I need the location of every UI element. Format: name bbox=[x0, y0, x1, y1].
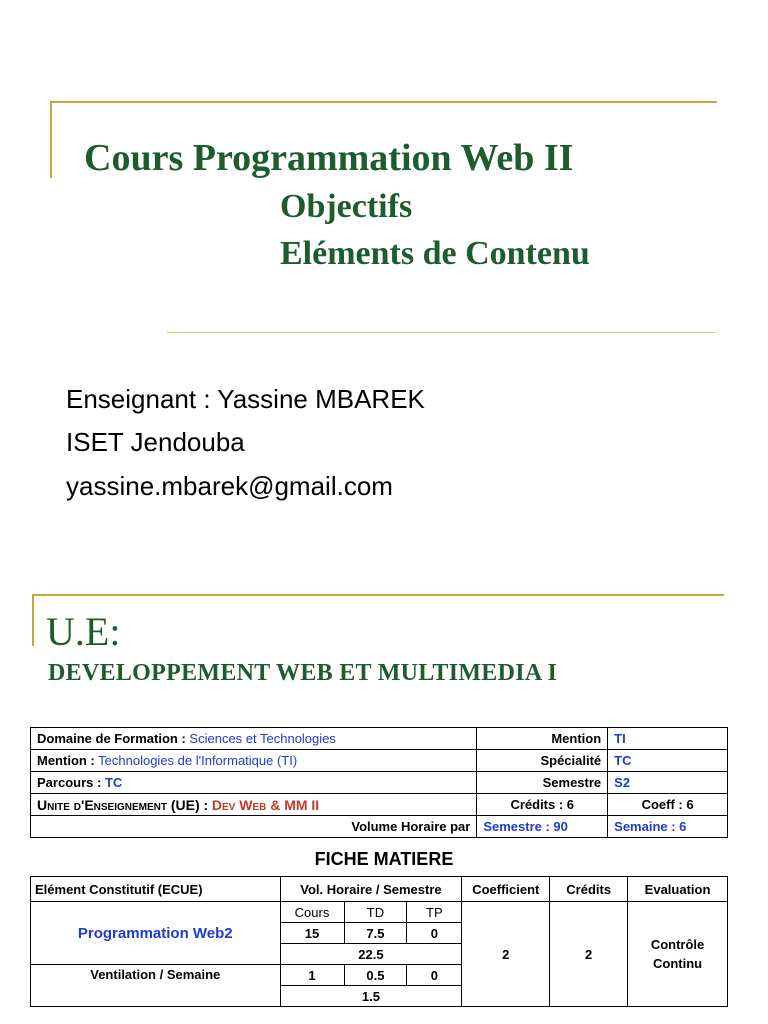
total-value: 22.5 bbox=[280, 944, 462, 965]
table-row bbox=[31, 816, 728, 838]
volume-label: Volume Horaire par bbox=[31, 816, 477, 838]
mention-short: TI bbox=[608, 728, 728, 750]
header-vol: Vol. Horaire / Semestre bbox=[280, 877, 462, 902]
mention-label: Mention : bbox=[37, 753, 95, 768]
ventilation-label: Ventilation / Semaine bbox=[31, 965, 281, 1007]
mention-value: Technologies de l'Informatique (TI) bbox=[98, 753, 298, 768]
course-title: Cours Programmation Web II bbox=[84, 137, 574, 179]
coeff-cell: Coeff : 6 bbox=[608, 794, 728, 816]
vent-tp: 0 bbox=[407, 965, 462, 986]
semestre-value: S2 bbox=[608, 772, 728, 794]
tp-value: 0 bbox=[407, 923, 462, 944]
domaine-cell bbox=[31, 728, 477, 750]
vent-td: 0.5 bbox=[344, 965, 407, 986]
unite-label: Unite d'Enseignement (UE) : bbox=[37, 796, 209, 813]
subtitle-objectifs: Objectifs bbox=[280, 188, 413, 225]
unite-cell bbox=[31, 794, 477, 816]
credits-cell: Crédits : 6 bbox=[477, 794, 608, 816]
specialite-key: Spécialité bbox=[477, 750, 608, 772]
specialite-value: TC bbox=[608, 750, 728, 772]
ue-top-rule bbox=[32, 594, 724, 596]
header-evaluation: Evaluation bbox=[628, 877, 728, 902]
ue-title: DEVELOPPEMENT WEB ET MULTIMEDIA I bbox=[48, 660, 558, 686]
unite-value: Dev Web & MM II bbox=[211, 796, 320, 813]
table-row bbox=[31, 772, 728, 794]
volume-semaine: Semaine : 6 bbox=[608, 816, 728, 838]
sub-header-cours: Cours bbox=[280, 902, 344, 923]
mention-cell bbox=[31, 750, 477, 772]
bottom-rule bbox=[167, 332, 715, 333]
table-row bbox=[31, 794, 728, 816]
parcours-cell bbox=[31, 772, 477, 794]
fiche-matiere-table bbox=[30, 876, 728, 1007]
sub-header-tp: TP bbox=[407, 902, 462, 923]
table-row bbox=[31, 902, 728, 923]
ue-left-rule bbox=[32, 594, 34, 646]
evaluation-line2: Continu bbox=[653, 956, 703, 971]
vent-cours: 1 bbox=[280, 965, 344, 986]
domaine-label: Domaine de Formation : bbox=[37, 731, 186, 746]
cours-value: 15 bbox=[280, 923, 344, 944]
volume-semestre: Semestre : 90 bbox=[477, 816, 608, 838]
parcours-value: TC bbox=[104, 775, 123, 790]
credits-value: 2 bbox=[550, 902, 628, 1007]
teacher-name: Enseignant : Yassine MBAREK bbox=[66, 384, 425, 414]
institution-name: ISET Jendouba bbox=[66, 427, 245, 457]
sub-header-td: TD bbox=[344, 902, 407, 923]
table-row bbox=[31, 728, 728, 750]
evaluation-value bbox=[628, 902, 728, 1007]
ue-label: U.E: bbox=[46, 609, 121, 654]
td-value: 7.5 bbox=[344, 923, 407, 944]
vent-total: 1.5 bbox=[280, 986, 462, 1007]
evaluation-line1: Contrôle bbox=[650, 937, 705, 952]
header-credits: Crédits bbox=[550, 877, 628, 902]
header-ecue: Elément Constitutif (ECUE) bbox=[31, 877, 281, 902]
mention-key: Mention bbox=[477, 728, 608, 750]
parcours-label: Parcours : bbox=[37, 775, 102, 790]
coefficient-value: 2 bbox=[462, 902, 550, 1007]
header-coefficient: Coefficient bbox=[462, 877, 550, 902]
table-header-row bbox=[31, 877, 728, 902]
fiche-title: FICHE MATIERE bbox=[314, 849, 454, 869]
subtitle-contenu: Eléments de Contenu bbox=[280, 235, 590, 272]
ecue-name: Programmation Web2 bbox=[31, 902, 281, 965]
left-rule bbox=[50, 101, 52, 178]
semestre-key: Semestre bbox=[477, 772, 608, 794]
top-rule bbox=[50, 101, 717, 103]
teacher-email: yassine.mbarek@gmail.com bbox=[66, 471, 393, 501]
ue-info-table bbox=[30, 727, 728, 838]
table-row bbox=[31, 750, 728, 772]
domaine-value: Sciences et Technologies bbox=[189, 731, 336, 746]
